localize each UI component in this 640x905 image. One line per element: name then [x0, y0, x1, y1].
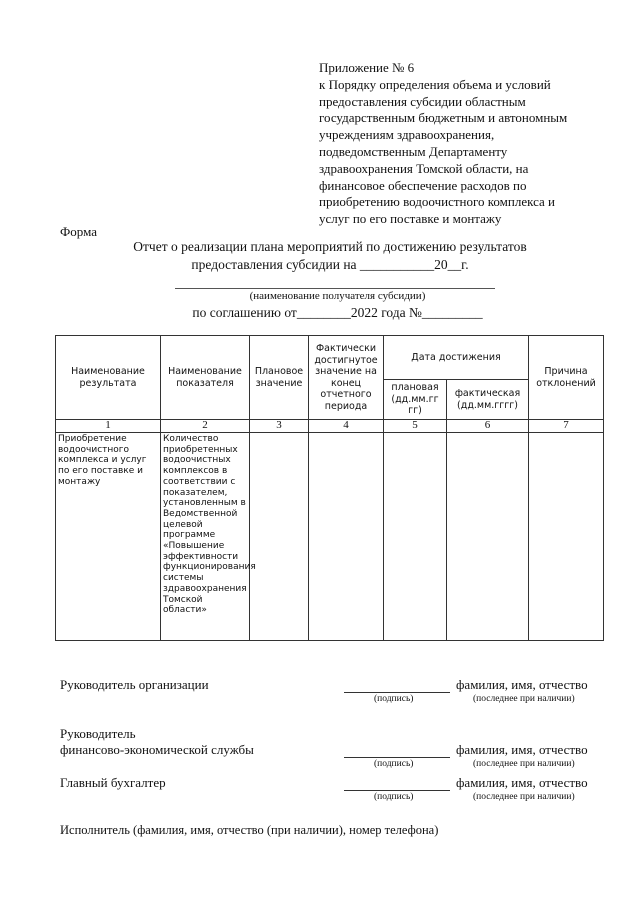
name-caption-finance: (последнее при наличии)	[473, 759, 575, 769]
name-label-head: фамилия, имя, отчество	[456, 677, 588, 692]
recipient-name-line	[175, 288, 495, 289]
report-title	[60, 238, 600, 274]
cell-indicator[interactable]: Количество приобретенных водоочистных комплексов в соответствии с показателем, установленным в Ведомственной целевой программе «Повышение эффективности функционирования системы здравоохранения Томской области»	[161, 433, 250, 641]
report-title-line-2: предоставления субсидии на ___________20__г.	[191, 257, 469, 272]
column-number: 6	[447, 420, 529, 433]
signature-caption-accountant: (подпись)	[374, 792, 414, 802]
cell-actual-date[interactable]	[447, 433, 529, 641]
signature-caption-finance: (подпись)	[374, 759, 414, 769]
header-planned-value: Плановое значение	[250, 336, 309, 420]
header-actual-date: фактическая (дд.мм.гггг)	[447, 380, 529, 420]
cell-planned-value[interactable]	[250, 433, 309, 641]
header-result-name: Наименование результата	[56, 336, 161, 420]
report-title-line-1: Отчет о реализации плана мероприятий по достижению результатов	[133, 239, 527, 254]
signature-line-head[interactable]	[344, 692, 450, 693]
column-number: 7	[529, 420, 604, 433]
column-number: 1	[56, 420, 161, 433]
cell-planned-date[interactable]	[384, 433, 447, 641]
recipient-caption: (наименование получателя субсидии)	[249, 290, 426, 302]
name-label-accountant: фамилия, имя, отчество	[456, 775, 588, 790]
signature-line-accountant[interactable]	[344, 790, 450, 791]
signature-role-finance: Руководитель финансово-экономической службы	[60, 726, 254, 757]
table-row	[56, 433, 604, 641]
column-number: 2	[161, 420, 250, 433]
signature-role-head: Руководитель организации	[60, 677, 209, 692]
column-number: 5	[384, 420, 447, 433]
header-achievement-date: Дата достижения	[384, 336, 529, 380]
header-deviation-reason: Причина отклонений	[529, 336, 604, 420]
annex-header: Приложение № 6 к Порядку определения объема и условий предоставления субсидии областным государственным бюджетным и автономным учреждениям здравоохранения, подведомственным Департаменту здравоохранения Томской области, на финансовое обеспечение расходов по приобретению водоочистного комплекса и услуг по его поставке и монтажу	[319, 60, 568, 227]
column-number: 4	[309, 420, 384, 433]
form-label: Форма	[60, 224, 97, 239]
cell-actual-value[interactable]	[309, 433, 384, 641]
cell-result[interactable]: Приобретение водоочистного комплекса и услуг по его поставке и монтажу	[56, 433, 161, 641]
signature-role-accountant: Главный бухгалтер	[60, 775, 166, 790]
name-caption-accountant: (последнее при наличии)	[473, 792, 575, 802]
column-number-row	[56, 420, 604, 433]
name-caption-head: (последнее при наличии)	[473, 694, 575, 704]
cell-deviation-reason[interactable]	[529, 433, 604, 641]
executor-line: Исполнитель (фамилия, имя, отчество (при наличии), номер телефона)	[60, 823, 439, 837]
signature-line-finance[interactable]	[344, 757, 450, 758]
header-planned-date: плановая (дд.мм.гг гг)	[384, 380, 447, 420]
column-number: 3	[250, 420, 309, 433]
report-table	[55, 335, 604, 641]
signature-caption-head: (подпись)	[374, 694, 414, 704]
header-actual-value: Фактически достигнутое значение на конец отчетного периода	[309, 336, 384, 420]
header-indicator-name: Наименование показателя	[161, 336, 250, 420]
name-label-finance: фамилия, имя, отчество	[456, 742, 588, 757]
agreement-line: по соглашению от________2022 года №_________	[192, 305, 483, 320]
